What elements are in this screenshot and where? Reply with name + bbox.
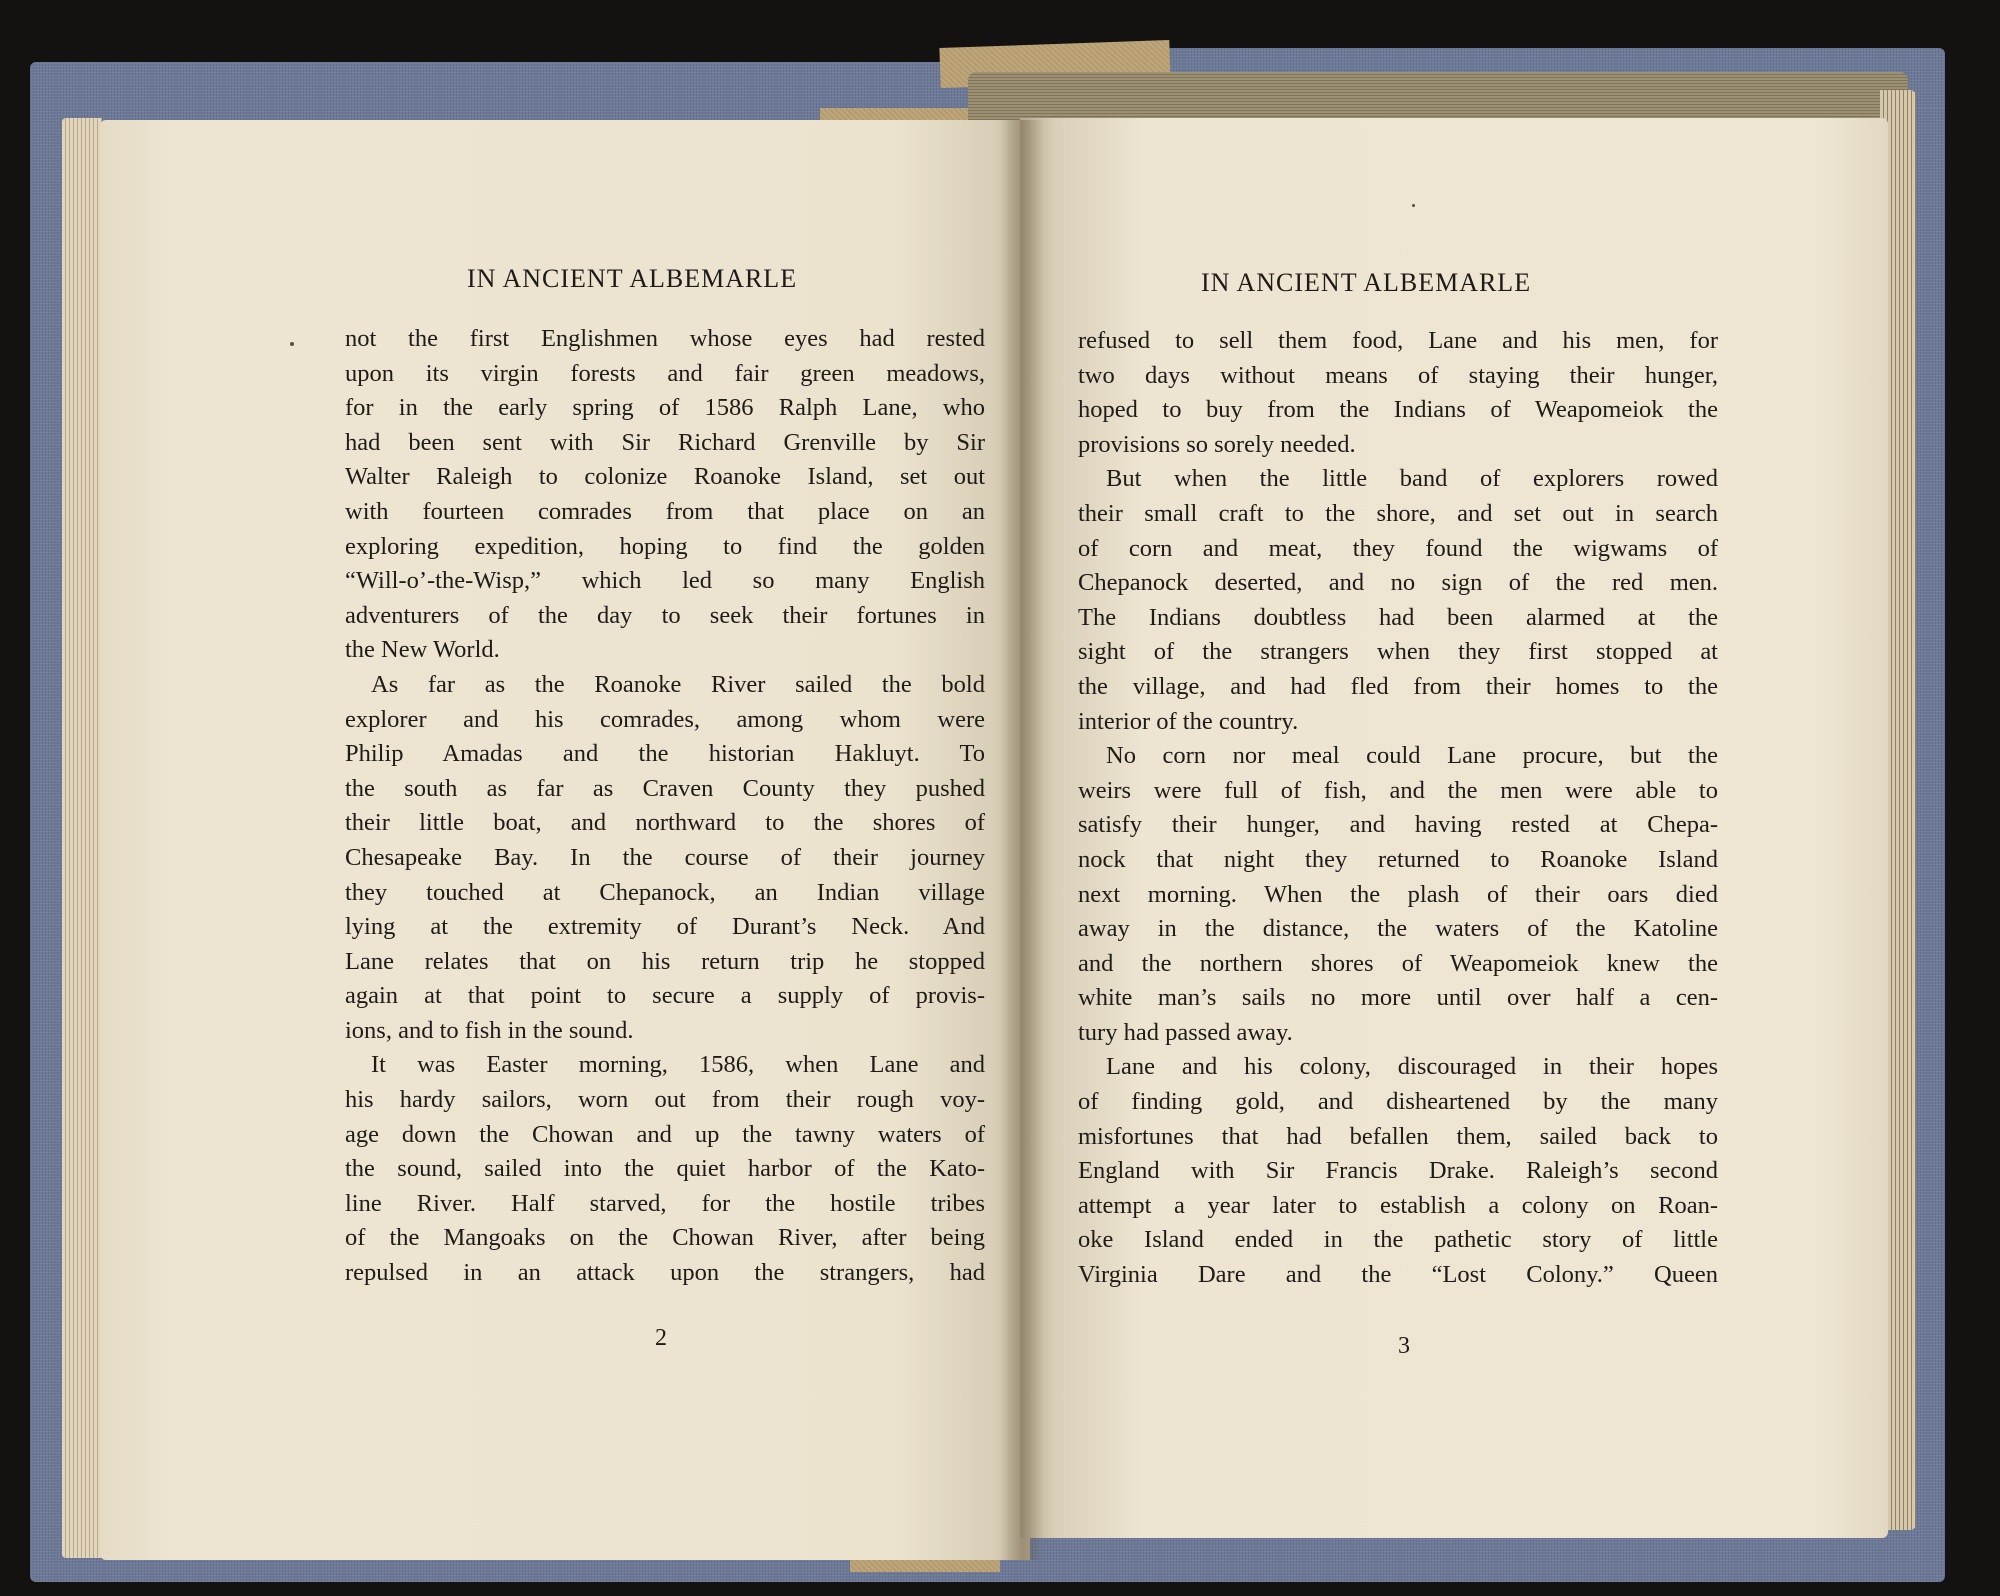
- text-line: repulsed in an attack upon the strangers, had: [345, 1259, 985, 1287]
- page-speck: [290, 342, 294, 346]
- right-page-number: 3: [1398, 1333, 1410, 1359]
- text-line: Virginia Dare and the “Lost Colony.” Queen: [1078, 1261, 1718, 1289]
- left-running-head: IN ANCIENT ALBEMARLE: [467, 264, 798, 293]
- text-line: sight of the strangers when they first stopped at: [1078, 638, 1718, 666]
- text-line: line River. Half starved, for the hostile tribes: [345, 1189, 985, 1217]
- text-line: “Will-o’-the-Wisp,” which led so many English: [345, 567, 985, 595]
- text-line: satisfy their hunger, and having rested at Chepa-: [1078, 811, 1718, 839]
- text-line: Chesapeake Bay. In the course of their journey: [345, 843, 985, 871]
- left-page: [100, 120, 1030, 1560]
- text-line: adventurers of the day to seek their fortunes in: [345, 601, 985, 629]
- right-page-text: [1078, 324, 1718, 1293]
- text-line: But when the little band of explorers rowed: [1106, 465, 1718, 493]
- text-line: interior of the country.: [1078, 707, 1299, 735]
- text-line: Lane and his colony, discouraged in their hopes: [1106, 1053, 1718, 1081]
- text-line: two days without means of staying their hunger,: [1078, 361, 1718, 389]
- text-line: explorer and his comrades, among whom were: [345, 705, 985, 733]
- text-line: for in the early spring of 1586 Ralph Lane, who: [345, 394, 985, 422]
- left-page-text: [345, 322, 985, 1291]
- text-line: exploring expedition, hoping to find the golden: [345, 532, 985, 560]
- text-line: away in the distance, the waters of the Katoline: [1078, 915, 1718, 943]
- text-line: of finding gold, and disheartened by the many: [1078, 1088, 1718, 1116]
- text-line: As far as the Roanoke River sailed the bold: [371, 670, 985, 698]
- text-line: upon its virgin forests and fair green meadows,: [345, 359, 985, 387]
- text-line: the sound, sailed into the quiet harbor of the Kato-: [345, 1155, 985, 1183]
- text-line: of corn and meat, they found the wigwams of: [1078, 534, 1718, 562]
- text-line: the village, and had fled from their homes to the: [1078, 672, 1718, 700]
- text-line: nock that night they returned to Roanoke Island: [1078, 845, 1718, 873]
- text-line: refused to sell them food, Lane and his men, for: [1078, 327, 1718, 354]
- text-line: of the Mangoaks on the Chowan River, after being: [345, 1224, 985, 1252]
- text-line: not the first Englishmen whose eyes had rested: [345, 325, 985, 352]
- text-line: lying at the extremity of Durant’s Neck. And: [345, 913, 985, 941]
- text-line: and the northern shores of Weapomeiok knew the: [1078, 949, 1718, 977]
- left-page-edges: [62, 118, 102, 1558]
- text-line: hoped to buy from the Indians of Weapomeiok the: [1078, 396, 1718, 424]
- text-line: oke Island ended in the pathetic story of little: [1078, 1226, 1718, 1254]
- text-line: provisions so sorely needed.: [1078, 430, 1356, 458]
- text-line: misfortunes that had befallen them, sailed back to: [1078, 1122, 1718, 1150]
- text-line: Walter Raleigh to colonize Roanoke Island, set out: [345, 463, 985, 491]
- text-line: It was Easter morning, 1586, when Lane and: [371, 1051, 985, 1079]
- text-line: Lane relates that on his return trip he stopped: [345, 947, 985, 975]
- text-line: again at that point to secure a supply of provis-: [345, 982, 985, 1010]
- text-line: his hardy sailors, worn out from their rough voy-: [345, 1086, 985, 1114]
- left-page-number: 2: [655, 1325, 667, 1351]
- text-line: they touched at Chepanock, an Indian village: [345, 878, 985, 906]
- text-line: age down the Chowan and up the tawny waters of: [345, 1120, 985, 1148]
- text-line: Philip Amadas and the historian Hakluyt. To: [345, 740, 985, 768]
- gutter-shadow: [1000, 120, 1044, 1560]
- text-line: weirs were full of fish, and the men were able to: [1078, 776, 1718, 804]
- text-line: The Indians doubtless had been alarmed at the: [1078, 603, 1718, 631]
- text-line: with fourteen comrades from that place on an: [345, 497, 985, 525]
- text-line: ions, and to fish in the sound.: [345, 1016, 634, 1044]
- text-line: tury had passed away.: [1078, 1018, 1293, 1046]
- right-page: [1020, 118, 1888, 1538]
- page-speck: [1412, 204, 1415, 207]
- text-line: next morning. When the plash of their oars died: [1078, 880, 1718, 908]
- text-line: the south as far as Craven County they pushed: [345, 774, 985, 802]
- text-line: attempt a year later to establish a colony on Roan-: [1078, 1191, 1718, 1219]
- text-line: their small craft to the shore, and set out in search: [1078, 499, 1718, 527]
- text-line: Chepanock deserted, and no sign of the red men.: [1078, 569, 1718, 597]
- right-running-head: IN ANCIENT ALBEMARLE: [1201, 268, 1532, 297]
- text-line: white man’s sails no more until over half a cen-: [1078, 984, 1718, 1012]
- text-line: their little boat, and northward to the shores of: [345, 809, 985, 837]
- text-line: had been sent with Sir Richard Grenville by Sir: [345, 428, 985, 456]
- text-line: England with Sir Francis Drake. Raleigh’s second: [1078, 1157, 1718, 1185]
- text-line: No corn nor meal could Lane procure, but the: [1106, 742, 1718, 770]
- text-line: the New World.: [345, 636, 500, 664]
